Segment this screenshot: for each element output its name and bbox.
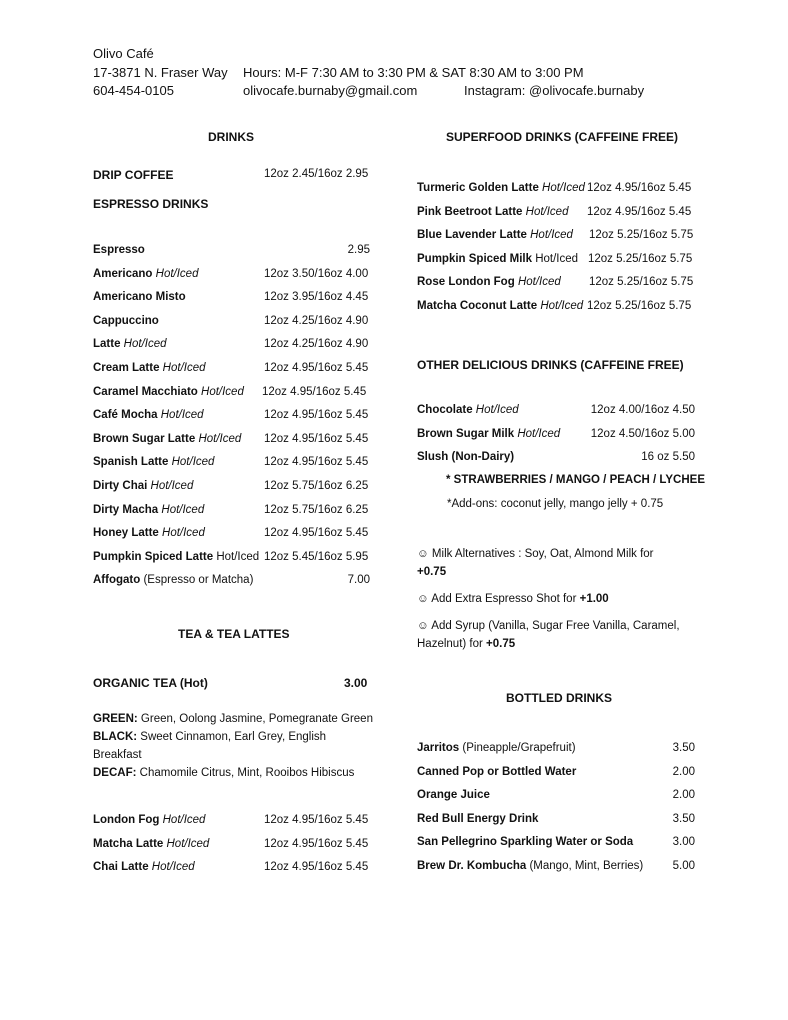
espresso-item-price: 12oz 5.45/16oz 5.95 xyxy=(264,550,369,563)
superfood-title: SUPERFOOD DRINKS (CAFFEINE FREE) xyxy=(446,130,679,144)
other-drinks-title: OTHER DELICIOUS DRINKS (CAFFEINE FREE) xyxy=(417,358,684,372)
espresso-item-style: Hot/Iced xyxy=(162,527,205,540)
espresso-item-style: Hot/Iced xyxy=(161,503,205,516)
espresso-item-name xyxy=(93,386,244,398)
superfood-item-price: 12oz 4.95/16oz 5.45 xyxy=(587,182,692,194)
bottled-item-name xyxy=(417,836,633,848)
bottled-item-label: Canned Pop or Bottled Water xyxy=(417,765,577,778)
espresso-item-label: Dirty Chai xyxy=(93,480,151,492)
superfood-item-label: Matcha Coconut Latte xyxy=(417,300,541,312)
tea-variety-line xyxy=(93,731,326,743)
espresso-item-name xyxy=(93,574,253,586)
espresso-item-label: Americano xyxy=(93,267,156,280)
espresso-item-price: 12oz 4.95/16oz 5.45 xyxy=(264,456,369,469)
milk-alternatives: ☺ Milk Alternatives : Soy, Oat, Almond Milk for xyxy=(417,548,654,560)
tea-latte-label: London Fog xyxy=(93,814,163,826)
slush-flavors: * STRAWBERRIES / MANGO / PEACH / LYCHEE xyxy=(446,474,705,486)
superfood-item-detail: Hot/Iced xyxy=(535,252,579,265)
espresso-item-price: 7.00 xyxy=(347,574,370,587)
espresso-item-name xyxy=(93,244,145,256)
espresso-title: ESPRESSO DRINKS xyxy=(93,197,209,211)
phone: 604-454-0105 xyxy=(93,83,174,98)
bottled-item-price: 5.00 xyxy=(672,860,695,872)
other-item-label: Slush (Non-Dairy) xyxy=(417,451,515,464)
espresso-item-style: Hot/Iced xyxy=(160,409,204,422)
superfood-item-price: 12oz 4.95/16oz 5.45 xyxy=(587,205,692,218)
tea-variety-label: BLACK: xyxy=(93,731,138,743)
espresso-item-price: 12oz 3.50/16oz 4.00 xyxy=(264,267,369,280)
superfood-item-name xyxy=(417,229,573,241)
email: olivocafe.burnaby@gmail.com xyxy=(243,83,418,98)
espresso-item-style: Hot/Iced xyxy=(123,338,167,351)
superfood-item-style: Hot/Iced xyxy=(525,205,569,218)
espresso-item-label: Brown Sugar Latte xyxy=(93,432,199,445)
espresso-item-price: 12oz 4.95/16oz 5.45 xyxy=(264,527,369,540)
syrup-text: Hazelnut) for xyxy=(417,638,487,650)
espresso-item-name xyxy=(93,268,198,280)
espresso-item-price: 12oz 3.95/16oz 4.45 xyxy=(264,291,369,304)
bottled-item-price: 3.00 xyxy=(672,836,695,849)
espresso-item-price: 12oz 4.95/16oz 5.45 xyxy=(264,362,369,374)
espresso-item-label: Spanish Latte xyxy=(93,456,172,469)
bottled-item-label: Red Bull Energy Drink xyxy=(417,812,539,825)
espresso-item-name xyxy=(93,291,186,303)
bottled-item-name xyxy=(417,789,490,801)
syrup-addon-line1: ☺ Add Syrup (Vanilla, Sugar Free Vanilla, Caramel, xyxy=(417,620,680,632)
syrup-addon-line2 xyxy=(417,638,515,650)
espresso-item-price: 12oz 5.75/16oz 6.25 xyxy=(264,480,369,492)
espresso-item-label: Cream Latte xyxy=(93,362,163,374)
tea-title: TEA & TEA LATTES xyxy=(178,627,290,641)
tea-variety-line xyxy=(93,749,142,761)
superfood-item-label: Blue Lavender Latte xyxy=(417,229,531,242)
superfood-item-style: Hot/Iced xyxy=(540,300,584,312)
superfood-item-label: Pink Beetroot Latte xyxy=(417,205,526,218)
espresso-item-style: Hot/Iced xyxy=(155,267,199,280)
bottled-item-name xyxy=(417,742,576,754)
bottled-title: BOTTLED DRINKS xyxy=(506,691,612,705)
espresso-item-name xyxy=(93,480,193,492)
instagram: Instagram: @olivocafe.burnaby xyxy=(464,83,645,98)
espresso-item-label: Americano Misto xyxy=(93,291,186,304)
espresso-item-style: Hot/Iced xyxy=(201,385,244,398)
bottled-item-detail: (Pineapple/Grapefruit) xyxy=(462,742,576,754)
superfood-item-style: Hot/Iced xyxy=(530,229,573,242)
espresso-item-style: Hot/Iced xyxy=(162,362,206,374)
superfood-item-name xyxy=(417,276,561,288)
espresso-item-price: 12oz 4.25/16oz 4.90 xyxy=(264,314,369,327)
superfood-item-name xyxy=(417,182,585,194)
other-item-style: Hot/Iced xyxy=(475,404,519,416)
espresso-item-price: 12oz 4.25/16oz 4.90 xyxy=(264,338,369,351)
espresso-shot-price: +1.00 xyxy=(579,593,609,605)
tea-latte-name xyxy=(93,861,195,873)
superfood-item-label: Pumpkin Spiced Milk xyxy=(417,252,536,265)
other-item-label: Chocolate xyxy=(417,404,476,416)
bottled-item-label: San Pellegrino Sparkling Water or Soda xyxy=(417,836,634,849)
espresso-item-label: Dirty Macha xyxy=(93,503,162,516)
espresso-item-name xyxy=(93,456,214,468)
espresso-item-detail: Hot/Iced xyxy=(216,550,260,563)
espresso-item-label: Café Mocha xyxy=(93,409,161,422)
tea-variety-text: Breakfast xyxy=(93,749,142,761)
other-item-name xyxy=(417,404,519,416)
tea-variety-line xyxy=(93,713,373,725)
superfood-item-label: Rose London Fog xyxy=(417,276,518,289)
espresso-item-style: Hot/Iced xyxy=(171,456,215,469)
espresso-item-price: 2.95 xyxy=(347,244,370,256)
other-item-name xyxy=(417,451,514,463)
bottled-item-label: Orange Juice xyxy=(417,789,490,802)
bottled-item-price: 2.00 xyxy=(672,789,695,802)
bottled-item-name xyxy=(417,860,643,872)
espresso-item-name xyxy=(93,338,167,350)
superfood-item-name xyxy=(417,206,568,218)
tea-latte-style: Hot/Iced xyxy=(151,861,195,874)
espresso-item-detail: (Espresso or Matcha) xyxy=(143,574,254,587)
bottled-item-label: Jarritos xyxy=(417,742,463,754)
bottled-item-price: 3.50 xyxy=(672,812,695,825)
bottled-item-price: 2.00 xyxy=(672,765,695,778)
bottled-item-name xyxy=(417,766,576,778)
espresso-shot-text: ☺ Add Extra Espresso Shot for xyxy=(417,593,580,605)
espresso-item-style: Hot/Iced xyxy=(150,480,194,492)
espresso-item-name xyxy=(93,551,259,563)
tea-latte-name xyxy=(93,814,205,826)
superfood-item-name xyxy=(417,300,583,312)
cafe-name: Olivo Café xyxy=(93,46,154,61)
other-item-price: 12oz 4.50/16oz 5.00 xyxy=(590,427,695,440)
organic-tea-name: ORGANIC TEA (Hot) xyxy=(93,676,208,690)
superfood-item-name xyxy=(417,253,578,265)
tea-variety-line xyxy=(93,767,354,779)
espresso-item-style: Hot/Iced xyxy=(198,432,242,445)
espresso-item-label: Affogato xyxy=(93,574,144,587)
superfood-item-price: 12oz 5.25/16oz 5.75 xyxy=(588,252,693,265)
bottled-item-name xyxy=(417,813,538,825)
espresso-item-name xyxy=(93,433,241,445)
superfood-item-price: 12oz 5.25/16oz 5.75 xyxy=(589,276,694,289)
espresso-item-name xyxy=(93,315,159,327)
superfood-item-price: 12oz 5.25/16oz 5.75 xyxy=(587,300,692,312)
superfood-item-style: Hot/Iced xyxy=(517,276,561,289)
superfood-item-price: 12oz 5.25/16oz 5.75 xyxy=(589,229,694,242)
espresso-item-name xyxy=(93,362,206,374)
organic-tea-price: 3.00 xyxy=(344,676,368,690)
tea-latte-style: Hot/Iced xyxy=(166,837,210,850)
tea-latte-label: Chai Latte xyxy=(93,861,152,874)
espresso-item-label: Espresso xyxy=(93,244,145,256)
espresso-item-price: 12oz 4.95/16oz 5.45 xyxy=(264,409,369,422)
tea-variety-text: Chamomile Citrus, Mint, Rooibos Hibiscus xyxy=(136,767,355,779)
espresso-item-label: Honey Latte xyxy=(93,527,163,540)
bottled-item-price: 3.50 xyxy=(672,742,695,754)
other-item-name xyxy=(417,428,560,440)
hours: Hours: M-F 7:30 AM to 3:30 PM & SAT 8:30 AM to 3:00 PM xyxy=(243,65,584,80)
espresso-shot-addon xyxy=(417,593,609,605)
espresso-item-label: Latte xyxy=(93,338,124,351)
address: 17-3871 N. Fraser Way xyxy=(93,65,228,80)
bottled-item-label: Brew Dr. Kombucha xyxy=(417,860,530,872)
tea-latte-price: 12oz 4.95/16oz 5.45 xyxy=(264,814,369,826)
tea-variety-text: Sweet Cinnamon, Earl Grey, English xyxy=(137,731,327,743)
superfood-item-label: Turmeric Golden Latte xyxy=(417,182,543,194)
tea-variety-label: GREEN: xyxy=(93,713,138,725)
espresso-item-price: 12oz 4.95/16oz 5.45 xyxy=(262,385,367,398)
espresso-item-price: 12oz 5.75/16oz 6.25 xyxy=(264,503,369,516)
tea-latte-price: 12oz 4.95/16oz 5.45 xyxy=(264,861,369,874)
drip-coffee-price: 12oz 2.45/16oz 2.95 xyxy=(264,168,369,180)
milk-alternatives-price: +0.75 xyxy=(417,566,447,578)
superfood-item-style: Hot/Iced xyxy=(542,182,585,194)
tea-variety-text: Green, Oolong Jasmine, Pomegranate Green xyxy=(137,713,373,725)
espresso-item-name xyxy=(93,504,204,516)
espresso-item-label: Cappuccino xyxy=(93,314,159,327)
tea-latte-name xyxy=(93,838,209,850)
bottled-item-detail: (Mango, Mint, Berries) xyxy=(529,860,644,872)
espresso-item-name xyxy=(93,409,204,421)
drip-coffee-name: DRIP COFFEE xyxy=(93,168,174,182)
tea-latte-style: Hot/Iced xyxy=(162,814,206,826)
other-item-label: Brown Sugar Milk xyxy=(417,427,518,440)
other-item-price: 16 oz 5.50 xyxy=(641,451,695,464)
other-item-style: Hot/Iced xyxy=(517,427,561,440)
espresso-item-price: 12oz 4.95/16oz 5.45 xyxy=(264,432,369,445)
other-item-price: 12oz 4.00/16oz 4.50 xyxy=(590,404,695,416)
syrup-price: +0.75 xyxy=(486,638,516,650)
tea-variety-label: DECAF: xyxy=(93,767,137,779)
espresso-item-name xyxy=(93,527,205,539)
slush-addons: *Add-ons: coconut jelly, mango jelly + 0.75 xyxy=(447,498,664,510)
espresso-item-label: Caramel Macchiato xyxy=(93,385,202,398)
espresso-item-label: Pumpkin Spiced Latte xyxy=(93,550,217,563)
tea-latte-label: Matcha Latte xyxy=(93,837,167,850)
tea-latte-price: 12oz 4.95/16oz 5.45 xyxy=(264,837,369,850)
drinks-title: DRINKS xyxy=(208,130,255,144)
